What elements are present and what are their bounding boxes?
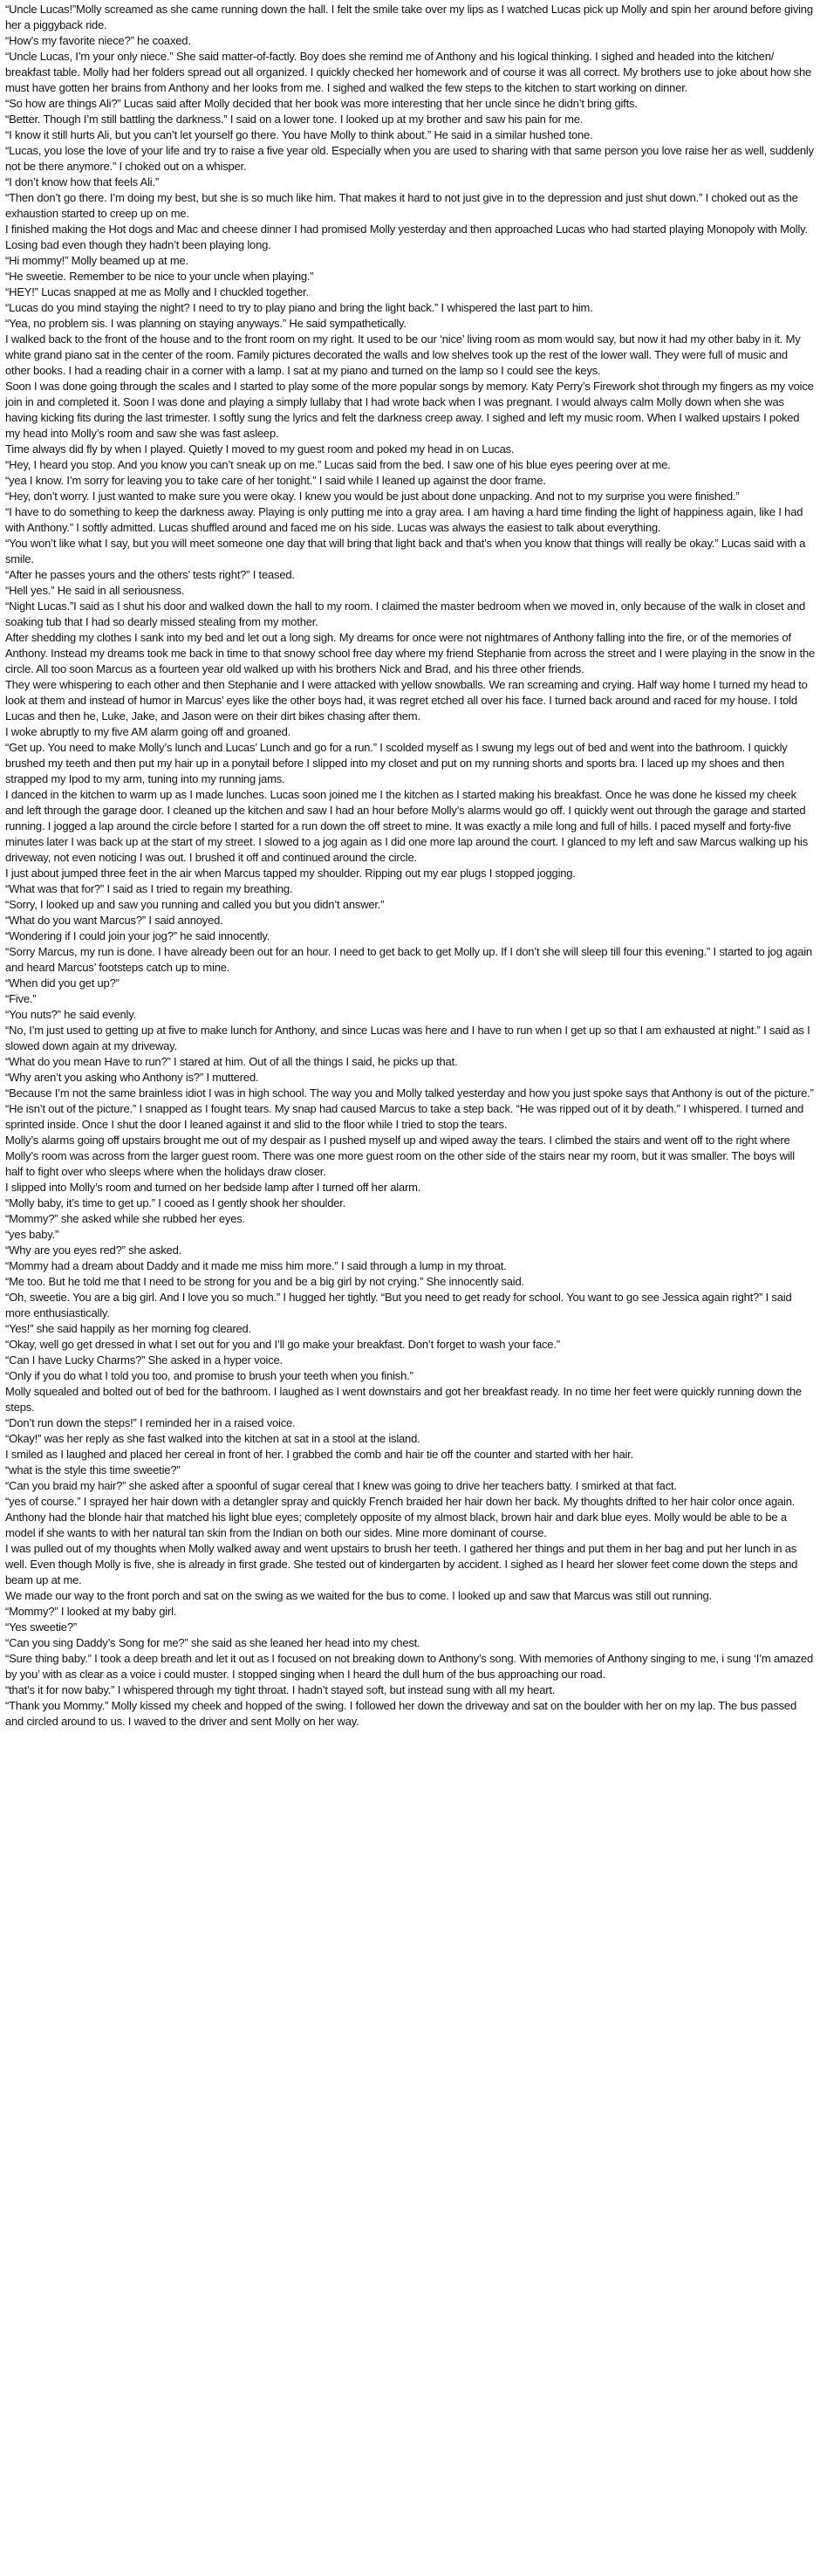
story-text bbox=[5, 2, 815, 1730]
story-paragraph: “You won’t like what I say, but you will meet someone one day that will bring that light back and that’s when you know that things will really be okay.” Lucas said with a smile. bbox=[5, 537, 806, 565]
story-paragraph: “Hell yes.” He said in all seriousness. bbox=[5, 584, 185, 597]
story-paragraph: “So how are things Ali?” Lucas said after Molly decided that her book was more interesting that her uncle since he didn’t bring gifts. bbox=[5, 97, 638, 110]
story-paragraph: “What was that for?” I said as I tried to regain my breathing. bbox=[5, 882, 293, 895]
story-paragraph: “HEY!” Lucas snapped at me as Molly and I chuckled together. bbox=[5, 285, 309, 298]
story-paragraph: “I know it still hurts Ali, but you can’t let yourself go there. You have Molly to think about.” He said in a similar hushed tone. bbox=[5, 128, 593, 141]
story-paragraph: I woke abruptly to my five AM alarm going off and groaned. bbox=[5, 725, 291, 738]
story-paragraph: I smiled as I laughed and placed her cereal in front of her. I grabbed the comb and hair tie off the counter and started with her hair. bbox=[5, 1448, 633, 1461]
story-paragraph: “Then don’t go there. I’m doing my best, but she is so much like him. That makes it hard to not just give in to the depression and just shut down.” I choked out as the exhaustion started to creep up on me. bbox=[5, 191, 798, 220]
story-paragraph: “Mommy?” she asked while she rubbed her eyes. bbox=[5, 1212, 245, 1225]
story-paragraph: “Lucas, you lose the love of your life and try to raise a five year old. Especially when you are used to sharing with that same person you love raise her as well, suddenly not be there anymore.” I choked out on a whisper. bbox=[5, 144, 814, 173]
story-paragraph: “Can you braid my hair?” she asked after a spoonful of sugar cereal that I knew was going to drive her teachers batty. I smirked at that fact. bbox=[5, 1479, 677, 1492]
story-paragraph: “What do you want Marcus?” I said annoyed. bbox=[5, 914, 223, 927]
story-paragraph: “Better. Though I’m still battling the darkness.” I said on a lower tone. I looked up at my brother and saw his pain for me. bbox=[5, 113, 584, 126]
story-paragraph: “He sweetie. Remember to be nice to your uncle when playing.” bbox=[5, 270, 314, 283]
story-paragraph: Time always did fly by when I played. Quietly I moved to my guest room and poked my head in on Lucas. bbox=[5, 442, 515, 456]
story-paragraph: Molly’s alarms going off upstairs brought me out of my despair as I pushed myself up and wiped away the tears. I climbed the stairs and went off to the right where Molly’s room was across from the larger guest room. There was one more guest room on the other side of the stairs near my room, but it was smaller. The boys will half to fight over who sleeps where when the holidays draw closer. bbox=[5, 1134, 795, 1178]
story-paragraph: “Mommy?” I looked at my baby girl. bbox=[5, 1605, 177, 1618]
story-paragraph: “Yes sweetie?” bbox=[5, 1620, 77, 1634]
story-paragraph: “Five.” bbox=[5, 992, 37, 1005]
story-paragraph: “Can I have Lucky Charms?” She asked in a hyper voice. bbox=[5, 1353, 283, 1367]
story-paragraph: “Okay, well go get dressed in what I set out for you and I’ll go make your breakfast. Don’t forget to wash your face.” bbox=[5, 1338, 560, 1351]
story-paragraph: “Hey, I heard you stop. And you know you can’t sneak up on me.” Lucas said from the bed. I saw one of his blue eyes peering over at me. bbox=[5, 458, 671, 471]
story-paragraph: “How’s my favorite niece?” he coaxed. bbox=[5, 34, 191, 47]
story-paragraph: “Mommy had a dream about Daddy and it made me miss him more.” I said through a lump in my throat. bbox=[5, 1259, 507, 1272]
story-paragraph: “Get up. You need to make Molly’s lunch and Lucas’ Lunch and go for a run.” I scolded myself as I swung my legs out of bed and went into the bathroom. I quickly brushed my teeth and then put my hair up in a ponytail before I slipped into my closet and put on my running shorts and sports bra. I laced up my shoes and then strapped my Ipod to my arm, tuning into my running jams. bbox=[5, 741, 788, 785]
story-paragraph: “that’s it for now baby.” I whispered through my tight throat. I hadn’t stayed soft, but instead sung with all my heart. bbox=[5, 1683, 556, 1696]
story-paragraph: “Thank you Mommy.” Molly kissed my cheek and hopped of the swing. I followed her down the driveway and sat on the boulder with her on my lap. The bus passed and circled around to us. I waved to the driver and sent Molly on her way. bbox=[5, 1699, 796, 1728]
story-paragraph: “I have to do something to keep the darkness away. Playing is only putting me into a gray area. I am having a hard time finding the light of happiness again, like I had with Anthony.” I softly admitted. Lucas shuffled around and faced me on his side. Lucas was always the easiest to talk about everything. bbox=[5, 505, 803, 534]
story-paragraph: I danced in the kitchen to warm up as I made lunches. Lucas soon joined me I the kitchen as I started making his breakfast. Once he was done he kissed my cheek and left through the garage door. I cleaned up the kitchen and saw I had an hour before Molly’s alarms would go off. I quickly went out through the garage and started running. I jogged a lap around the circle before I started for a run down the off street to mine. It was exactly a mile long and full of hills. I paced myself and forty-five minutes later I was back up at the start of my street. I slowed to a jog again as I did one more lap around the court. I glanced to my left and saw Marcus walking up his driveway, not even noticing I was out. I brushed it off and continued around the circle. bbox=[5, 788, 809, 864]
story-paragraph: “Me too. But he told me that I need to be strong for you and be a big girl by not crying.” She innocently said. bbox=[5, 1275, 524, 1288]
story-paragraph: “No, I’m just used to getting up at five to make lunch for Anthony, and since Lucas was here and I have to run when I get up so that I am exhausted at night.” I said as I slowed down again at my driveway. bbox=[5, 1024, 810, 1052]
story-paragraph: “Night Lucas.”I said as I shut his door and walked down the hall to my room. I claimed the master bedroom when we moved in, only because of the walk in closet and soaking tub that I had so dearly missed stealing from my mother. bbox=[5, 599, 806, 628]
story-paragraph: “Sorry Marcus, my run is done. I have already been out for an hour. I need to get back to get Molly up. If I don’t she will sleep till four this evening.” I started to jog again and heard Marcus’ footsteps catch up to mine. bbox=[5, 945, 812, 974]
story-paragraph: I just about jumped three feet in the air when Marcus tapped my shoulder. Ripping out my ear plugs I stopped jogging. bbox=[5, 867, 576, 880]
story-paragraph: “Uncle Lucas, I’m your only niece.” She said matter-of-factly. Boy does she remind me of Anthony and his logical thinking. I sighed and headed into the kitchen/ breakfast table. Molly had her folders spread out all organized. I quickly checked her homework and of course it was all correct. My brothers use to joke about how she must have gotten her brains from Anthony and her looks from me. I sighed and walked the few steps to the kitchen to start working on dinner. bbox=[5, 50, 812, 94]
story-paragraph: I walked back to the front of the house and to the front room on my right. It used to be our ‘nice’ living room as mom would say, but now it had my other baby in it. My white grand piano sat in the center of the room. Family pictures decorated the walls and low shelves took up the rest of the lower wall. They were full of music and other books. I had a reading chair in a corner with a lamp. I sat at my piano and turned on the lamp so I could see the keys. bbox=[5, 332, 801, 377]
story-paragraph: “Wondering if I could join your jog?” he said innocently. bbox=[5, 929, 270, 942]
story-paragraph: “After he passes yours and the others’ tests right?” I teased. bbox=[5, 568, 295, 581]
story-paragraph: “He isn’t out of the picture.” I snapped as I fought tears. My snap had caused Marcus to take a step back. “He was ripped out of it by death.” I whispered. I turned and sprinted inside. Once I shut the door I leaned against it and slid to the floor while I tried to stop the tears. bbox=[5, 1102, 804, 1131]
story-paragraph: “Hi mommy!” Molly beamed up at me. bbox=[5, 254, 188, 267]
story-paragraph: “yes baby.” bbox=[5, 1228, 59, 1241]
story-paragraph: “Sorry, I looked up and saw you running and called you but you didn’t answer.” bbox=[5, 898, 385, 911]
story-paragraph: “When did you get up?” bbox=[5, 976, 120, 990]
story-paragraph: “Molly baby, it’s time to get up.” I cooed as I gently shook her shoulder. bbox=[5, 1196, 346, 1209]
story-paragraph: “Why are you eyes red?” she asked. bbox=[5, 1243, 182, 1257]
story-paragraph: “yea I know. I’m sorry for leaving you to take care of her tonight.” I said while I leaned up against the door frame. bbox=[5, 474, 546, 487]
story-paragraph: We made our way to the front porch and sat on the swing as we waited for the bus to come. I looked up and saw that Marcus was still out running. bbox=[5, 1589, 712, 1602]
story-paragraph: “Uncle Lucas!”Molly screamed as she came running down the hall. I felt the smile take over my lips as I watched Lucas pick up Molly and spin her around before giving her a piggyback ride. bbox=[5, 3, 813, 31]
story-paragraph: “Don’t run down the steps!” I reminded her in a raised voice. bbox=[5, 1416, 296, 1429]
story-paragraph: Soon I was done going through the scales and I started to play some of the more popular songs by memory. Katy Perry’s Firework shot through my fingers as my voice join in and completed it. Soon I was done and playing a simply lullaby that I had wrote back when I was pregnant. I would always calm Molly down when she was having kicking fits during the last trimester. I softly sung the lyrics and felt the darkness creep away. I sighed and left my music room. When I walked upstairs I poked my head into Molly’s room and saw she was fast asleep. bbox=[5, 380, 814, 440]
story-paragraph: I slipped into Molly’s room and turned on her bedside lamp after I turned off her alarm. bbox=[5, 1181, 421, 1194]
story-paragraph: “what is the style this time sweetie?” bbox=[5, 1463, 181, 1476]
story-paragraph: Molly squealed and bolted out of bed for the bathroom. I laughed as I went downstairs and got her breakfast ready. In no time her feet were quickly running down the steps. bbox=[5, 1385, 802, 1414]
story-paragraph: “Because I’m not the same brainless idiot I was in high school. The way you and Molly talked yesterday and how you just spoke says that Anthony is out of the picture.” bbox=[5, 1086, 814, 1100]
story-paragraph: “Yea, no problem sis. I was planning on staying anyways.” He said sympathetically. bbox=[5, 317, 407, 330]
story-paragraph: “Can you sing Daddy’s Song for me?” she said as she leaned her head into my chest. bbox=[5, 1636, 420, 1649]
story-paragraph: “You nuts?” he said evenly. bbox=[5, 1008, 136, 1021]
story-paragraph: “Sure thing baby.” I took a deep breath and let it out as I focused on not breaking down to Anthony’s song. With memories of Anthony singing to me, i sung ‘I’m amazed by you’ with as clear as a voice i could muster. I stopped singing when I heard the dull hum of the bus approaching our road. bbox=[5, 1652, 813, 1681]
story-paragraph: “Okay!” was her reply as she fast walked into the kitchen at sat in a stool at the island. bbox=[5, 1432, 420, 1445]
story-paragraph: I was pulled out of my thoughts when Molly walked away and went upstairs to brush her teeth. I gathered her things and put them in her bag and put her lunch in as well. Even though Molly is five, she is already in first grade. She tested out of kindergarten by accident. I sighed as I heard her slower feet come down the steps and beam up at me. bbox=[5, 1542, 798, 1586]
story-paragraph: “Hey, don’t worry. I just wanted to make sure you were okay. I knew you would be just about done unpacking. And not to my surprise you were finished.” bbox=[5, 490, 740, 503]
story-paragraph: “Yes!” she said happily as her morning fog cleared. bbox=[5, 1322, 251, 1335]
story-paragraph: “Lucas do you mind staying the night? I need to try to play piano and bring the light back.” I whispered the last part to him. bbox=[5, 301, 593, 314]
story-paragraph: “Why aren’t you asking who Anthony is?” I muttered. bbox=[5, 1071, 259, 1084]
story-paragraph: “Oh, sweetie. You are a big girl. And I love you so much.” I hugged her tightly. “But you need to get ready for school. You want to go see Jessica again right?” I said more enthusiastically. bbox=[5, 1291, 792, 1319]
story-paragraph: They were whispering to each other and then Stephanie and I were attacked with yellow snowballs. We ran screaming and crying. Half way home I turned my head to look at them and instead of humor in Marcus’ eyes like the other boys had, it was regret etched all over his face. I turned back around and raced for my house. I told Lucas and then he, Luke, Jake, and Jason were on their dirt bikes chasing after them. bbox=[5, 678, 808, 723]
story-paragraph: “I don’t know how that feels Ali.” bbox=[5, 175, 160, 188]
story-paragraph: “Only if you do what I told you too, and promise to brush your teeth when you finish.” bbox=[5, 1369, 413, 1382]
story-paragraph: “What do you mean Have to run?” I stared at him. Out of all the things I said, he picks up that. bbox=[5, 1055, 458, 1068]
story-paragraph: “yes of course.” I sprayed her hair down with a detangler spray and quickly French braided her hair down her back. My thoughts drifted to her hair color once again. Anthony had the blonde hair that matched his light blue eyes; completely opposite of my almost black, brown hair and dark blue eyes. Molly would be able to be a model if she wants to with her natural tan skin from the Indian on both our sides. Mine more dominant of course. bbox=[5, 1495, 796, 1539]
story-paragraph: After shedding my clothes I sank into my bed and let out a long sigh. My dreams for once were not nightmares of Anthony falling into the fire, or of the memories of Anthony. Instead my dreams took me back in time to that snowy school free day where my friend Stephanie from across the street and I were playing in the snow in the circle. All too soon Marcus as a fourteen year old walked up with his brothers Nick and Brad, and his three other friends. bbox=[5, 631, 816, 675]
story-paragraph: I finished making the Hot dogs and Mac and cheese dinner I had promised Molly yesterday and then approached Lucas who had started playing Monopoly with Molly. Losing bad even though they hadn’t been playing long. bbox=[5, 223, 808, 251]
